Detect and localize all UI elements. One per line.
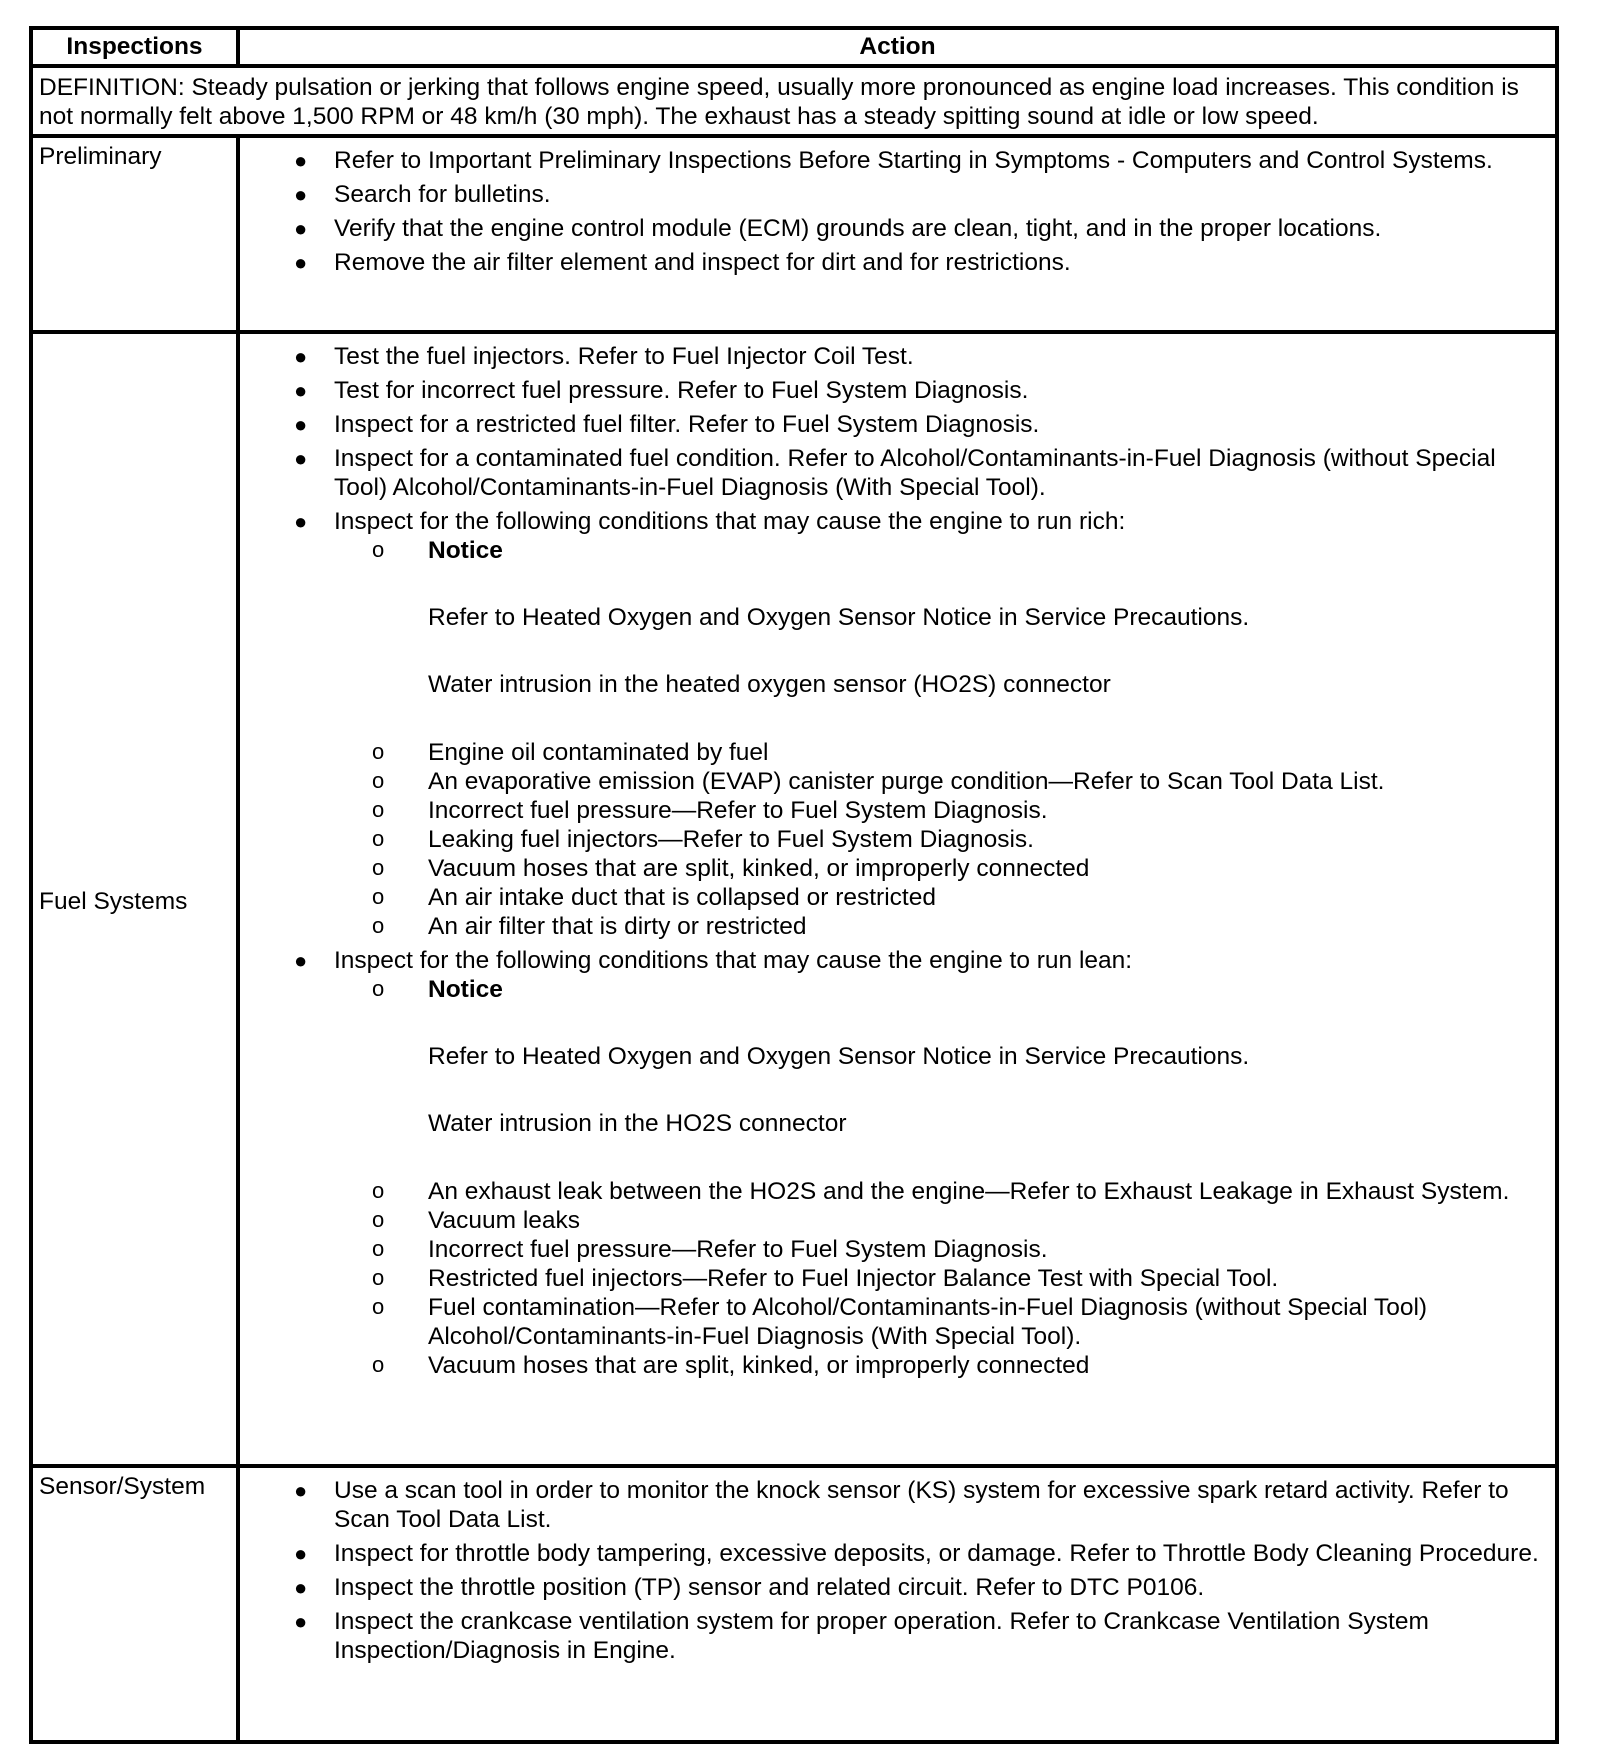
circle-bullet-icon: o [372, 1352, 385, 1377]
sub-list-item-text: Vacuum leaks [428, 1207, 581, 1234]
circle-bullet-icon: o [372, 1236, 385, 1261]
circle-bullet-icon: o [372, 797, 385, 822]
fuel-list [240, 342, 1547, 1380]
bullet-icon: ● [294, 1478, 308, 1503]
list-item-text: Inspect for a contaminated fuel condition. Refer to Alcohol/Contaminants-in-Fuel Diagnosis (without Special Tool) Alcohol/Contaminants-in-Fuel Diagnosis (With Special Tool). [334, 445, 1496, 501]
list-item-text: Test the fuel injectors. Refer to Fuel Injector Coil Test. [334, 343, 914, 370]
circle-bullet-icon: o [372, 913, 385, 938]
sub-list-item-text: An exhaust leak between the HO2S and the engine—Refer to Exhaust Leakage in Exhaust System. [428, 1178, 1510, 1205]
sub-list-item-text: An evaporative emission (EVAP) canister purge condition—Refer to Scan Tool Data List. [428, 768, 1385, 795]
notice-title: Notice [428, 537, 503, 564]
table-row-preliminary [31, 136, 1557, 332]
list-item [240, 1476, 1547, 1534]
table-row-fuel-systems [31, 332, 1557, 1466]
circle-bullet-icon: o [372, 1178, 385, 1203]
bullet-icon: ● [294, 1541, 308, 1566]
bullet-icon: ● [294, 148, 308, 173]
inspection-label-sensor-system: Sensor/System [31, 1466, 238, 1742]
sub-list-item [328, 1264, 1547, 1293]
list-item-text: Inspect for the following conditions that may cause the engine to run lean: [334, 947, 1133, 974]
sub-list-item [328, 796, 1547, 825]
list-item [240, 248, 1547, 277]
diagnostic-table [29, 26, 1559, 1744]
list-item-lean-conditions [240, 946, 1547, 1380]
list-item [240, 1539, 1547, 1568]
sub-list-item-text: An air filter that is dirty or restricted [428, 913, 807, 940]
notice-text: Refer to Heated Oxygen and Oxygen Sensor Notice in Service Precautions. [428, 1043, 1250, 1070]
preliminary-list [240, 146, 1547, 277]
circle-bullet-icon: o [372, 826, 385, 851]
sub-list-item [328, 1177, 1547, 1206]
header-action: Action [238, 28, 1557, 66]
sub-list-item [328, 1293, 1547, 1351]
header-row [31, 28, 1557, 66]
sub-list-item [328, 1235, 1547, 1264]
list-item-text: Inspect the throttle position (TP) sensor and related circuit. Refer to DTC P0106. [334, 1574, 1205, 1601]
sub-list-item [328, 1206, 1547, 1235]
list-item-text: Test for incorrect fuel pressure. Refer to Fuel System Diagnosis. [334, 377, 1029, 404]
sub-list-item-text: Incorrect fuel pressure—Refer to Fuel System Diagnosis. [428, 1236, 1048, 1263]
list-item [240, 342, 1547, 371]
circle-bullet-icon: o [372, 1294, 385, 1319]
bullet-icon: ● [294, 948, 308, 973]
list-item [240, 180, 1547, 209]
list-item-text: Refer to Important Preliminary Inspections Before Starting in Symptoms - Computers and Control Systems. [334, 147, 1493, 174]
notice-item-text: Water intrusion in the HO2S connector [428, 1110, 847, 1137]
list-item [240, 146, 1547, 175]
sub-list-item [328, 854, 1547, 883]
sub-list-item-text: Fuel contamination—Refer to Alcohol/Contaminants-in-Fuel Diagnosis (without Special Tool) Alcohol/Contaminants-in-Fuel Diagnosis (With Special Tool). [428, 1294, 1428, 1350]
sub-list-item [328, 883, 1547, 912]
sub-list-item-text: Restricted fuel injectors—Refer to Fuel Injector Balance Test with Special Tool. [428, 1265, 1279, 1292]
action-cell-preliminary [238, 136, 1557, 332]
rich-sublist [334, 536, 1547, 941]
list-item-text: Verify that the engine control module (ECM) grounds are clean, tight, and in the proper locations. [334, 215, 1382, 242]
notice-text: Refer to Heated Oxygen and Oxygen Sensor Notice in Service Precautions. [428, 604, 1250, 631]
notice-title: Notice [428, 976, 503, 1003]
sub-list-item [328, 912, 1547, 941]
circle-bullet-icon: o [372, 537, 385, 562]
bullet-icon: ● [294, 182, 308, 207]
lean-sublist [334, 975, 1547, 1380]
circle-bullet-icon: o [372, 768, 385, 793]
sub-list-item [328, 1351, 1547, 1380]
action-cell-sensor-system [238, 1466, 1557, 1742]
table-row-sensor-system [31, 1466, 1557, 1742]
list-item-text: Inspect for the following conditions that may cause the engine to run rich: [334, 508, 1126, 535]
list-item-text: Search for bulletins. [334, 181, 551, 208]
notice-item [328, 536, 1547, 699]
inspection-label-fuel-systems: Fuel Systems [31, 332, 238, 1466]
sub-list-item-text: Vacuum hoses that are split, kinked, or improperly connected [428, 1352, 1090, 1379]
sub-list-item [328, 767, 1547, 796]
circle-bullet-icon: o [372, 1207, 385, 1232]
list-item [240, 410, 1547, 439]
header-inspections: Inspections [31, 28, 238, 66]
bullet-icon: ● [294, 412, 308, 437]
list-item [240, 1607, 1547, 1665]
bullet-icon: ● [294, 446, 308, 471]
list-item-text: Inspect for a restricted fuel filter. Refer to Fuel System Diagnosis. [334, 411, 1040, 438]
list-item-text: Use a scan tool in order to monitor the knock sensor (KS) system for excessive spark retard activity. Refer to Scan Tool Data List. [334, 1477, 1509, 1533]
list-item-text: Remove the air filter element and inspect for dirt and for restrictions. [334, 249, 1071, 276]
sub-list-item-text: Engine oil contaminated by fuel [428, 739, 769, 766]
list-item [240, 444, 1547, 502]
sub-list-item-text: An air intake duct that is collapsed or restricted [428, 884, 936, 911]
bullet-icon: ● [294, 1609, 308, 1634]
inspection-label-preliminary: Preliminary [31, 136, 238, 332]
notice-item [328, 975, 1547, 1138]
list-item-text: Inspect the crankcase ventilation system for proper operation. Refer to Crankcase Ventilation System Inspection/Diagnosis in Engine. [334, 1608, 1429, 1664]
list-item [240, 1573, 1547, 1602]
definition-text: DEFINITION: Steady pulsation or jerking that follows engine speed, usually more pronounced as engine load increases. This condition is not normally felt above 1,500 RPM or 48 km/h (30 mph). The exhaust has a steady spitting sound at idle or low speed. [31, 66, 1557, 136]
sensor-list [240, 1476, 1547, 1665]
circle-bullet-icon: o [372, 739, 385, 764]
sub-list-item-text: Vacuum hoses that are split, kinked, or improperly connected [428, 855, 1090, 882]
circle-bullet-icon: o [372, 976, 385, 1001]
sub-list-item [328, 825, 1547, 854]
bullet-icon: ● [294, 344, 308, 369]
list-item-text: Inspect for throttle body tampering, excessive deposits, or damage. Refer to Throttle Body Cleaning Procedure. [334, 1540, 1539, 1567]
circle-bullet-icon: o [372, 1265, 385, 1290]
notice-item-text: Water intrusion in the heated oxygen sensor (HO2S) connector [428, 671, 1111, 698]
bullet-icon: ● [294, 378, 308, 403]
list-item [240, 214, 1547, 243]
circle-bullet-icon: o [372, 884, 385, 909]
sub-list-item-text: Leaking fuel injectors—Refer to Fuel System Diagnosis. [428, 826, 1034, 853]
bullet-icon: ● [294, 216, 308, 241]
list-item-rich-conditions [240, 507, 1547, 941]
bullet-icon: ● [294, 509, 308, 534]
sub-list-item [328, 738, 1547, 767]
action-cell-fuel-systems [238, 332, 1557, 1466]
list-item [240, 376, 1547, 405]
sub-list-item-text: Incorrect fuel pressure—Refer to Fuel System Diagnosis. [428, 797, 1048, 824]
bullet-icon: ● [294, 1575, 308, 1600]
bullet-icon: ● [294, 250, 308, 275]
definition-row [31, 66, 1557, 136]
circle-bullet-icon: o [372, 855, 385, 880]
